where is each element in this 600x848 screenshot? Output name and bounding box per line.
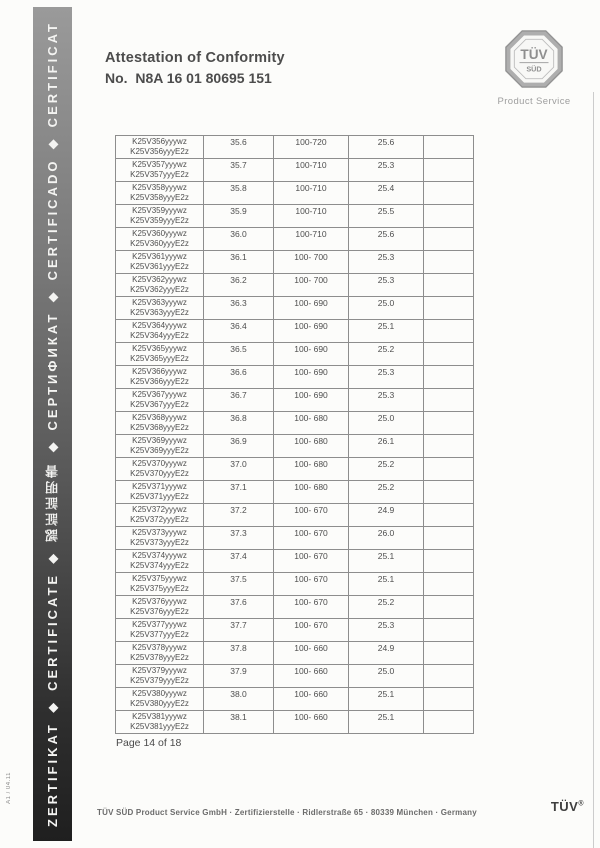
- model-line-1: K25V377yyywz: [132, 620, 187, 629]
- table-row: [116, 343, 474, 366]
- value-cell: 37.3: [204, 527, 274, 550]
- value-cell: 37.6: [204, 596, 274, 619]
- value2-cell: 26.1: [349, 435, 424, 458]
- model-line-2: K25V381yyyE2z: [130, 722, 189, 731]
- value-cell: 35.8: [204, 182, 274, 205]
- model-cell: [116, 435, 204, 458]
- value-cell: 36.7: [204, 389, 274, 412]
- model-line-1: K25V370yyywz: [132, 459, 187, 468]
- model-line-2: K25V356yyyE2z: [130, 147, 189, 156]
- model-line-2: K25V379yyyE2z: [130, 676, 189, 685]
- range-cell: 100-720: [274, 136, 349, 159]
- range-cell: 100-710: [274, 159, 349, 182]
- model-line-2: K25V366yyyE2z: [130, 377, 189, 386]
- table-row: [116, 688, 474, 711]
- model-cell: [116, 596, 204, 619]
- model-line-2: K25V380yyyE2z: [130, 699, 189, 708]
- model-line-2: K25V361yyyE2z: [130, 262, 189, 271]
- range-cell: 100- 690: [274, 320, 349, 343]
- range-cell: 100-710: [274, 205, 349, 228]
- value-cell: 37.9: [204, 665, 274, 688]
- model-cell: [116, 389, 204, 412]
- table-row: [116, 366, 474, 389]
- value2-cell: 25.0: [349, 297, 424, 320]
- range-cell: 100- 690: [274, 366, 349, 389]
- table-body: [116, 136, 474, 734]
- value2-cell: 25.3: [349, 619, 424, 642]
- value2-cell: 25.6: [349, 228, 424, 251]
- table-row: [116, 527, 474, 550]
- model-line-2: K25V367yyyE2z: [130, 400, 189, 409]
- tuv-wordmark-text: TÜV: [550, 799, 579, 814]
- value2-cell: 25.4: [349, 182, 424, 205]
- value2-cell: 25.1: [349, 688, 424, 711]
- empty-cell: [424, 550, 474, 573]
- model-line-1: K25V379yyywz: [132, 666, 187, 675]
- range-cell: 100- 680: [274, 435, 349, 458]
- model-cell: [116, 136, 204, 159]
- empty-cell: [424, 711, 474, 734]
- value-cell: 37.7: [204, 619, 274, 642]
- table-row: [116, 389, 474, 412]
- value2-cell: 25.2: [349, 481, 424, 504]
- table-row: [116, 274, 474, 297]
- model-line-1: K25V362yyywz: [132, 275, 187, 284]
- model-cell: [116, 297, 204, 320]
- empty-cell: [424, 619, 474, 642]
- range-cell: 100- 700: [274, 274, 349, 297]
- value2-cell: 25.3: [349, 251, 424, 274]
- range-cell: 100- 660: [274, 711, 349, 734]
- model-cell: [116, 504, 204, 527]
- value2-cell: 25.2: [349, 596, 424, 619]
- range-cell: 100- 670: [274, 596, 349, 619]
- empty-cell: [424, 320, 474, 343]
- model-line-2: K25V374yyyE2z: [130, 561, 189, 570]
- value2-cell: 25.1: [349, 711, 424, 734]
- range-cell: 100- 690: [274, 389, 349, 412]
- table-row: [116, 136, 474, 159]
- model-line-1: K25V367yyywz: [132, 390, 187, 399]
- value-cell: 35.9: [204, 205, 274, 228]
- empty-cell: [424, 251, 474, 274]
- value2-cell: 25.3: [349, 159, 424, 182]
- model-line-1: K25V358yyywz: [132, 183, 187, 192]
- empty-cell: [424, 573, 474, 596]
- model-line-2: K25V368yyyE2z: [130, 423, 189, 432]
- range-cell: 100- 670: [274, 504, 349, 527]
- model-line-1: K25V376yyywz: [132, 597, 187, 606]
- conformity-table: [115, 135, 474, 734]
- empty-cell: [424, 159, 474, 182]
- range-cell: 100- 660: [274, 642, 349, 665]
- range-cell: 100- 660: [274, 688, 349, 711]
- value-cell: 38.1: [204, 711, 274, 734]
- empty-cell: [424, 343, 474, 366]
- table-row: [116, 665, 474, 688]
- value2-cell: 25.1: [349, 550, 424, 573]
- model-line-1: K25V363yyywz: [132, 298, 187, 307]
- tuv-sud-logo: [490, 30, 578, 107]
- model-line-1: K25V378yyywz: [132, 643, 187, 652]
- model-line-1: K25V361yyywz: [132, 252, 187, 261]
- table-row: [116, 711, 474, 734]
- model-line-2: K25V363yyyE2z: [130, 308, 189, 317]
- value2-cell: 25.3: [349, 366, 424, 389]
- model-cell: [116, 343, 204, 366]
- empty-cell: [424, 596, 474, 619]
- value2-cell: 25.2: [349, 458, 424, 481]
- model-cell: [116, 458, 204, 481]
- value2-cell: 25.5: [349, 205, 424, 228]
- model-cell: [116, 182, 204, 205]
- model-line-1: K25V372yyywz: [132, 505, 187, 514]
- value-cell: 38.0: [204, 688, 274, 711]
- range-cell: 100- 670: [274, 573, 349, 596]
- value2-cell: 25.0: [349, 665, 424, 688]
- logo-tuv-text: TÜV: [520, 47, 548, 62]
- range-cell: 100-710: [274, 228, 349, 251]
- table-row: [116, 159, 474, 182]
- range-cell: 100- 680: [274, 458, 349, 481]
- model-cell: [116, 228, 204, 251]
- model-line-2: K25V369yyyE2z: [130, 446, 189, 455]
- range-cell: 100- 680: [274, 481, 349, 504]
- value-cell: 37.0: [204, 458, 274, 481]
- value2-cell: 24.9: [349, 504, 424, 527]
- model-line-1: K25V359yyywz: [132, 206, 187, 215]
- model-line-1: K25V365yyywz: [132, 344, 187, 353]
- value-cell: 36.0: [204, 228, 274, 251]
- value-cell: 37.2: [204, 504, 274, 527]
- empty-cell: [424, 389, 474, 412]
- model-line-1: K25V356yyywz: [132, 137, 187, 146]
- range-cell: 100- 660: [274, 665, 349, 688]
- table-row: [116, 619, 474, 642]
- model-line-1: K25V369yyywz: [132, 436, 187, 445]
- value-cell: 35.7: [204, 159, 274, 182]
- empty-cell: [424, 412, 474, 435]
- model-line-1: K25V364yyywz: [132, 321, 187, 330]
- model-line-2: K25V371yyyE2z: [130, 492, 189, 501]
- empty-cell: [424, 366, 474, 389]
- value2-cell: 25.2: [349, 343, 424, 366]
- logo-sud-text: SÜD: [526, 64, 542, 74]
- model-line-2: K25V377yyyE2z: [130, 630, 189, 639]
- model-line-1: K25V373yyywz: [132, 528, 187, 537]
- empty-cell: [424, 642, 474, 665]
- model-line-2: K25V359yyyE2z: [130, 216, 189, 225]
- model-cell: [116, 320, 204, 343]
- empty-cell: [424, 136, 474, 159]
- value2-cell: 25.3: [349, 274, 424, 297]
- table-row: [116, 205, 474, 228]
- range-cell: 100- 670: [274, 619, 349, 642]
- value-cell: 36.9: [204, 435, 274, 458]
- empty-cell: [424, 527, 474, 550]
- model-cell: [116, 711, 204, 734]
- table-row: [116, 642, 474, 665]
- value2-cell: 25.3: [349, 389, 424, 412]
- model-cell: [116, 665, 204, 688]
- table-row: [116, 228, 474, 251]
- model-line-2: K25V360yyyE2z: [130, 239, 189, 248]
- value-cell: 36.2: [204, 274, 274, 297]
- model-line-1: K25V371yyywz: [132, 482, 187, 491]
- range-cell: 100- 680: [274, 412, 349, 435]
- model-cell: [116, 251, 204, 274]
- table-row: [116, 320, 474, 343]
- document-header: [105, 50, 285, 86]
- empty-cell: [424, 205, 474, 228]
- empty-cell: [424, 228, 474, 251]
- empty-cell: [424, 504, 474, 527]
- empty-cell: [424, 297, 474, 320]
- value-cell: 37.5: [204, 573, 274, 596]
- model-cell: [116, 205, 204, 228]
- empty-cell: [424, 481, 474, 504]
- model-line-2: K25V358yyyE2z: [130, 193, 189, 202]
- value2-cell: 25.0: [349, 412, 424, 435]
- value2-cell: 25.1: [349, 573, 424, 596]
- model-line-2: K25V364yyyE2z: [130, 331, 189, 340]
- value2-cell: 26.0: [349, 527, 424, 550]
- model-line-2: K25V378yyyE2z: [130, 653, 189, 662]
- value-cell: 36.1: [204, 251, 274, 274]
- range-cell: 100- 670: [274, 527, 349, 550]
- value-cell: 36.3: [204, 297, 274, 320]
- value-cell: 36.8: [204, 412, 274, 435]
- model-cell: [116, 619, 204, 642]
- footer-address: TÜV SÜD Product Service GmbH · Zertifizierstelle · Ridlerstraße 65 · 80339 München · Germany: [97, 808, 477, 817]
- range-cell: 100- 700: [274, 251, 349, 274]
- value-cell: 36.4: [204, 320, 274, 343]
- range-cell: 100- 670: [274, 550, 349, 573]
- model-cell: [116, 573, 204, 596]
- model-cell: [116, 688, 204, 711]
- value-cell: 36.6: [204, 366, 274, 389]
- model-line-1: K25V375yyywz: [132, 574, 187, 583]
- model-line-1: K25V381yyywz: [132, 712, 187, 721]
- model-cell: [116, 274, 204, 297]
- model-line-2: K25V376yyyE2z: [130, 607, 189, 616]
- model-line-2: K25V373yyyE2z: [130, 538, 189, 547]
- certificate-number: No. N8A 16 01 80695 151: [105, 70, 272, 86]
- table-row: [116, 182, 474, 205]
- model-cell: [116, 550, 204, 573]
- table-row: [116, 481, 474, 504]
- page-number-label: Page 14 of 18: [116, 737, 182, 749]
- value2-cell: 25.1: [349, 320, 424, 343]
- model-line-2: K25V362yyyE2z: [130, 285, 189, 294]
- empty-cell: [424, 182, 474, 205]
- table-row: [116, 297, 474, 320]
- certificate-sidebar: [33, 7, 72, 841]
- model-line-1: K25V368yyywz: [132, 413, 187, 422]
- value-cell: 35.6: [204, 136, 274, 159]
- range-cell: 100- 690: [274, 297, 349, 320]
- model-line-1: K25V374yyywz: [132, 551, 187, 560]
- model-cell: [116, 481, 204, 504]
- table-row: [116, 550, 474, 573]
- model-cell: [116, 642, 204, 665]
- model-cell: [116, 159, 204, 182]
- empty-cell: [424, 435, 474, 458]
- table-row: [116, 596, 474, 619]
- value-cell: 37.8: [204, 642, 274, 665]
- value2-cell: 24.9: [349, 642, 424, 665]
- model-line-1: K25V380yyywz: [132, 689, 187, 698]
- table-row: [116, 251, 474, 274]
- value-cell: 37.4: [204, 550, 274, 573]
- model-line-2: K25V370yyyE2z: [130, 469, 189, 478]
- model-line-1: K25V360yyywz: [132, 229, 187, 238]
- empty-cell: [424, 688, 474, 711]
- model-line-2: K25V372yyyE2z: [130, 515, 189, 524]
- range-cell: 100-710: [274, 182, 349, 205]
- tuv-wordmark: [551, 799, 584, 814]
- logo-caption: Product Service: [497, 96, 571, 107]
- model-line-2: K25V375yyyE2z: [130, 584, 189, 593]
- model-line-1: K25V366yyywz: [132, 367, 187, 376]
- sidebar-vertical-text: ZERTIFIKAT ◆ CERTIFICATE ◆ 認証証明書 ◆ СЕРТИФИКАТ ◆ CERTIFICADO ◆ CERTIFICAT: [45, 21, 60, 827]
- range-cell: 100- 690: [274, 343, 349, 366]
- value-cell: 36.5: [204, 343, 274, 366]
- table-row: [116, 504, 474, 527]
- table-row: [116, 458, 474, 481]
- model-line-2: K25V357yyyE2z: [130, 170, 189, 179]
- model-cell: [116, 366, 204, 389]
- margin-note: A1 / 04.11: [6, 772, 12, 804]
- table-row: [116, 573, 474, 596]
- model-line-2: K25V365yyyE2z: [130, 354, 189, 363]
- tuv-octagon-icon: [505, 30, 563, 88]
- value-cell: 37.1: [204, 481, 274, 504]
- empty-cell: [424, 274, 474, 297]
- model-cell: [116, 412, 204, 435]
- document-title: Attestation of Conformity: [105, 50, 285, 66]
- table-row: [116, 412, 474, 435]
- model-cell: [116, 527, 204, 550]
- registered-symbol: ®: [578, 800, 584, 808]
- empty-cell: [424, 665, 474, 688]
- empty-cell: [424, 458, 474, 481]
- table-row: [116, 435, 474, 458]
- value2-cell: 25.6: [349, 136, 424, 159]
- scan-edge-line: [593, 92, 594, 848]
- model-line-1: K25V357yyywz: [132, 160, 187, 169]
